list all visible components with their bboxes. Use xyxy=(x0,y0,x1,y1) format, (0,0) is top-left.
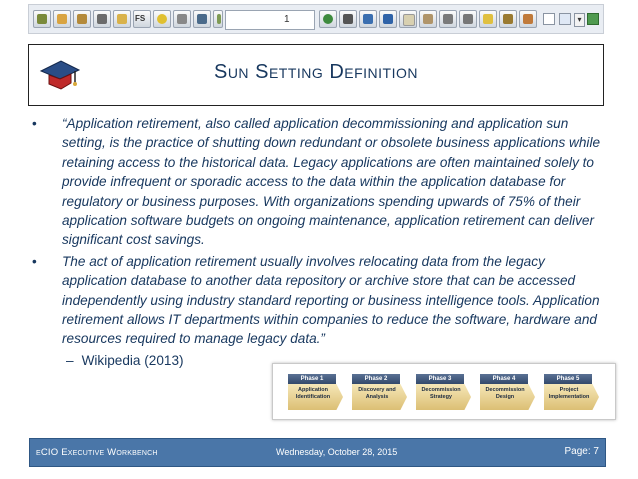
bullet-icon: • xyxy=(32,253,37,269)
dash-icon: – xyxy=(66,352,74,368)
copy-icon xyxy=(423,14,433,24)
phase-diagram xyxy=(272,363,616,420)
attribution-text: Wikipedia (2013) xyxy=(81,352,184,368)
bullet-item xyxy=(32,114,602,250)
bullet-item xyxy=(32,252,602,349)
back-icon xyxy=(77,14,87,24)
phase-step xyxy=(288,374,343,410)
fullscreen-button[interactable] xyxy=(133,10,151,28)
edit-button[interactable] xyxy=(173,10,191,28)
document-icon xyxy=(403,14,415,26)
phase-step xyxy=(416,374,471,410)
back-button[interactable] xyxy=(73,10,91,28)
bookmark-icon xyxy=(57,14,67,24)
viewer-toolbar xyxy=(28,4,604,34)
note-icon xyxy=(483,14,493,24)
checkbox-icon xyxy=(503,14,513,24)
refresh-button[interactable] xyxy=(319,10,337,28)
bullet-icon: • xyxy=(32,116,37,131)
copy-button[interactable] xyxy=(419,10,437,28)
smiley-icon xyxy=(157,14,167,24)
phase-number: Phase 3 xyxy=(416,374,464,384)
phase-label: Decommission Strategy xyxy=(421,387,461,400)
page-title: Sun Setting Definition xyxy=(213,61,418,83)
settings-button[interactable] xyxy=(439,10,457,28)
footer-title: eCIO Executive Workbench xyxy=(36,447,158,458)
bookmark-button[interactable] xyxy=(53,10,71,28)
phase-label: Project Implementation xyxy=(548,387,590,400)
fs-icon: FS xyxy=(135,14,146,23)
phase-step xyxy=(544,374,599,410)
phase-label: Discovery and Analysis xyxy=(358,387,396,400)
help-button[interactable] xyxy=(193,10,211,28)
pen-button[interactable] xyxy=(359,10,377,28)
checkbox-button[interactable] xyxy=(499,10,517,28)
help-icon xyxy=(197,14,207,24)
phase-label: Application Identification xyxy=(295,387,331,400)
home-icon xyxy=(37,14,47,24)
footer-date: Wednesday, October 28, 2015 xyxy=(276,447,398,457)
edit-icon xyxy=(177,14,187,24)
footer-page-number: Page: 7 xyxy=(564,446,599,457)
calendar-icon[interactable] xyxy=(559,13,571,25)
tools-icon xyxy=(463,14,473,24)
tools-button[interactable] xyxy=(459,10,477,28)
refresh-icon xyxy=(323,14,333,24)
print-icon xyxy=(97,14,107,24)
home-button[interactable] xyxy=(33,10,51,28)
settings-icon xyxy=(443,14,453,24)
brush-icon xyxy=(383,14,393,24)
phase-number: Phase 5 xyxy=(544,374,592,384)
slide-footer xyxy=(29,438,606,467)
lock-icon xyxy=(523,14,533,24)
note-button[interactable] xyxy=(479,10,497,28)
chevron-down-icon[interactable]: ▾ xyxy=(574,13,585,27)
mail-icon[interactable] xyxy=(543,13,555,25)
lock-button[interactable] xyxy=(519,10,537,28)
phase-number: Phase 4 xyxy=(480,374,528,384)
image-icon xyxy=(217,14,221,24)
find-button[interactable] xyxy=(339,10,357,28)
print-button[interactable] xyxy=(93,10,111,28)
folder-button[interactable] xyxy=(113,10,131,28)
slide-title-box xyxy=(28,44,604,106)
phase-number: Phase 1 xyxy=(288,374,336,384)
green-box-icon[interactable] xyxy=(587,13,599,25)
pen-icon xyxy=(363,14,373,24)
bullet-text: The act of application retirement usually involves relocating data from the legacy application database to another data repository or archive store that can be accessed independently using industry standard reporting or business intelligence tools. Application retirement allows IT departments within companies to reduce the software, hardware and resources required to manage legacy data.” xyxy=(62,253,600,347)
smiley-button[interactable] xyxy=(153,10,171,28)
folder-icon xyxy=(117,14,127,24)
page-number-input[interactable]: 1 xyxy=(225,10,315,30)
document-button[interactable] xyxy=(399,10,417,28)
phase-label: Decommission Design xyxy=(485,387,525,400)
bullet-text: “Application retirement, also called application decommissioning and application sun setting, is the practice of shutting down redundant or obsolete business applications while retaining access to the historical data. Legacy applications are often maintained solely to provide infrequent or sporadic access to the data within the application database for regulatory or business purposes. With organizations spending upwards of 75% of their application software budgets on ongoing maintenance, application retirement can deliver significant cost savings. xyxy=(62,116,601,248)
phase-number: Phase 2 xyxy=(352,374,400,384)
slide-content xyxy=(32,114,602,370)
image-button[interactable] xyxy=(213,10,223,28)
brush-button[interactable] xyxy=(379,10,397,28)
binoculars-icon xyxy=(343,14,353,24)
phase-step xyxy=(480,374,535,410)
phase-step xyxy=(352,374,407,410)
